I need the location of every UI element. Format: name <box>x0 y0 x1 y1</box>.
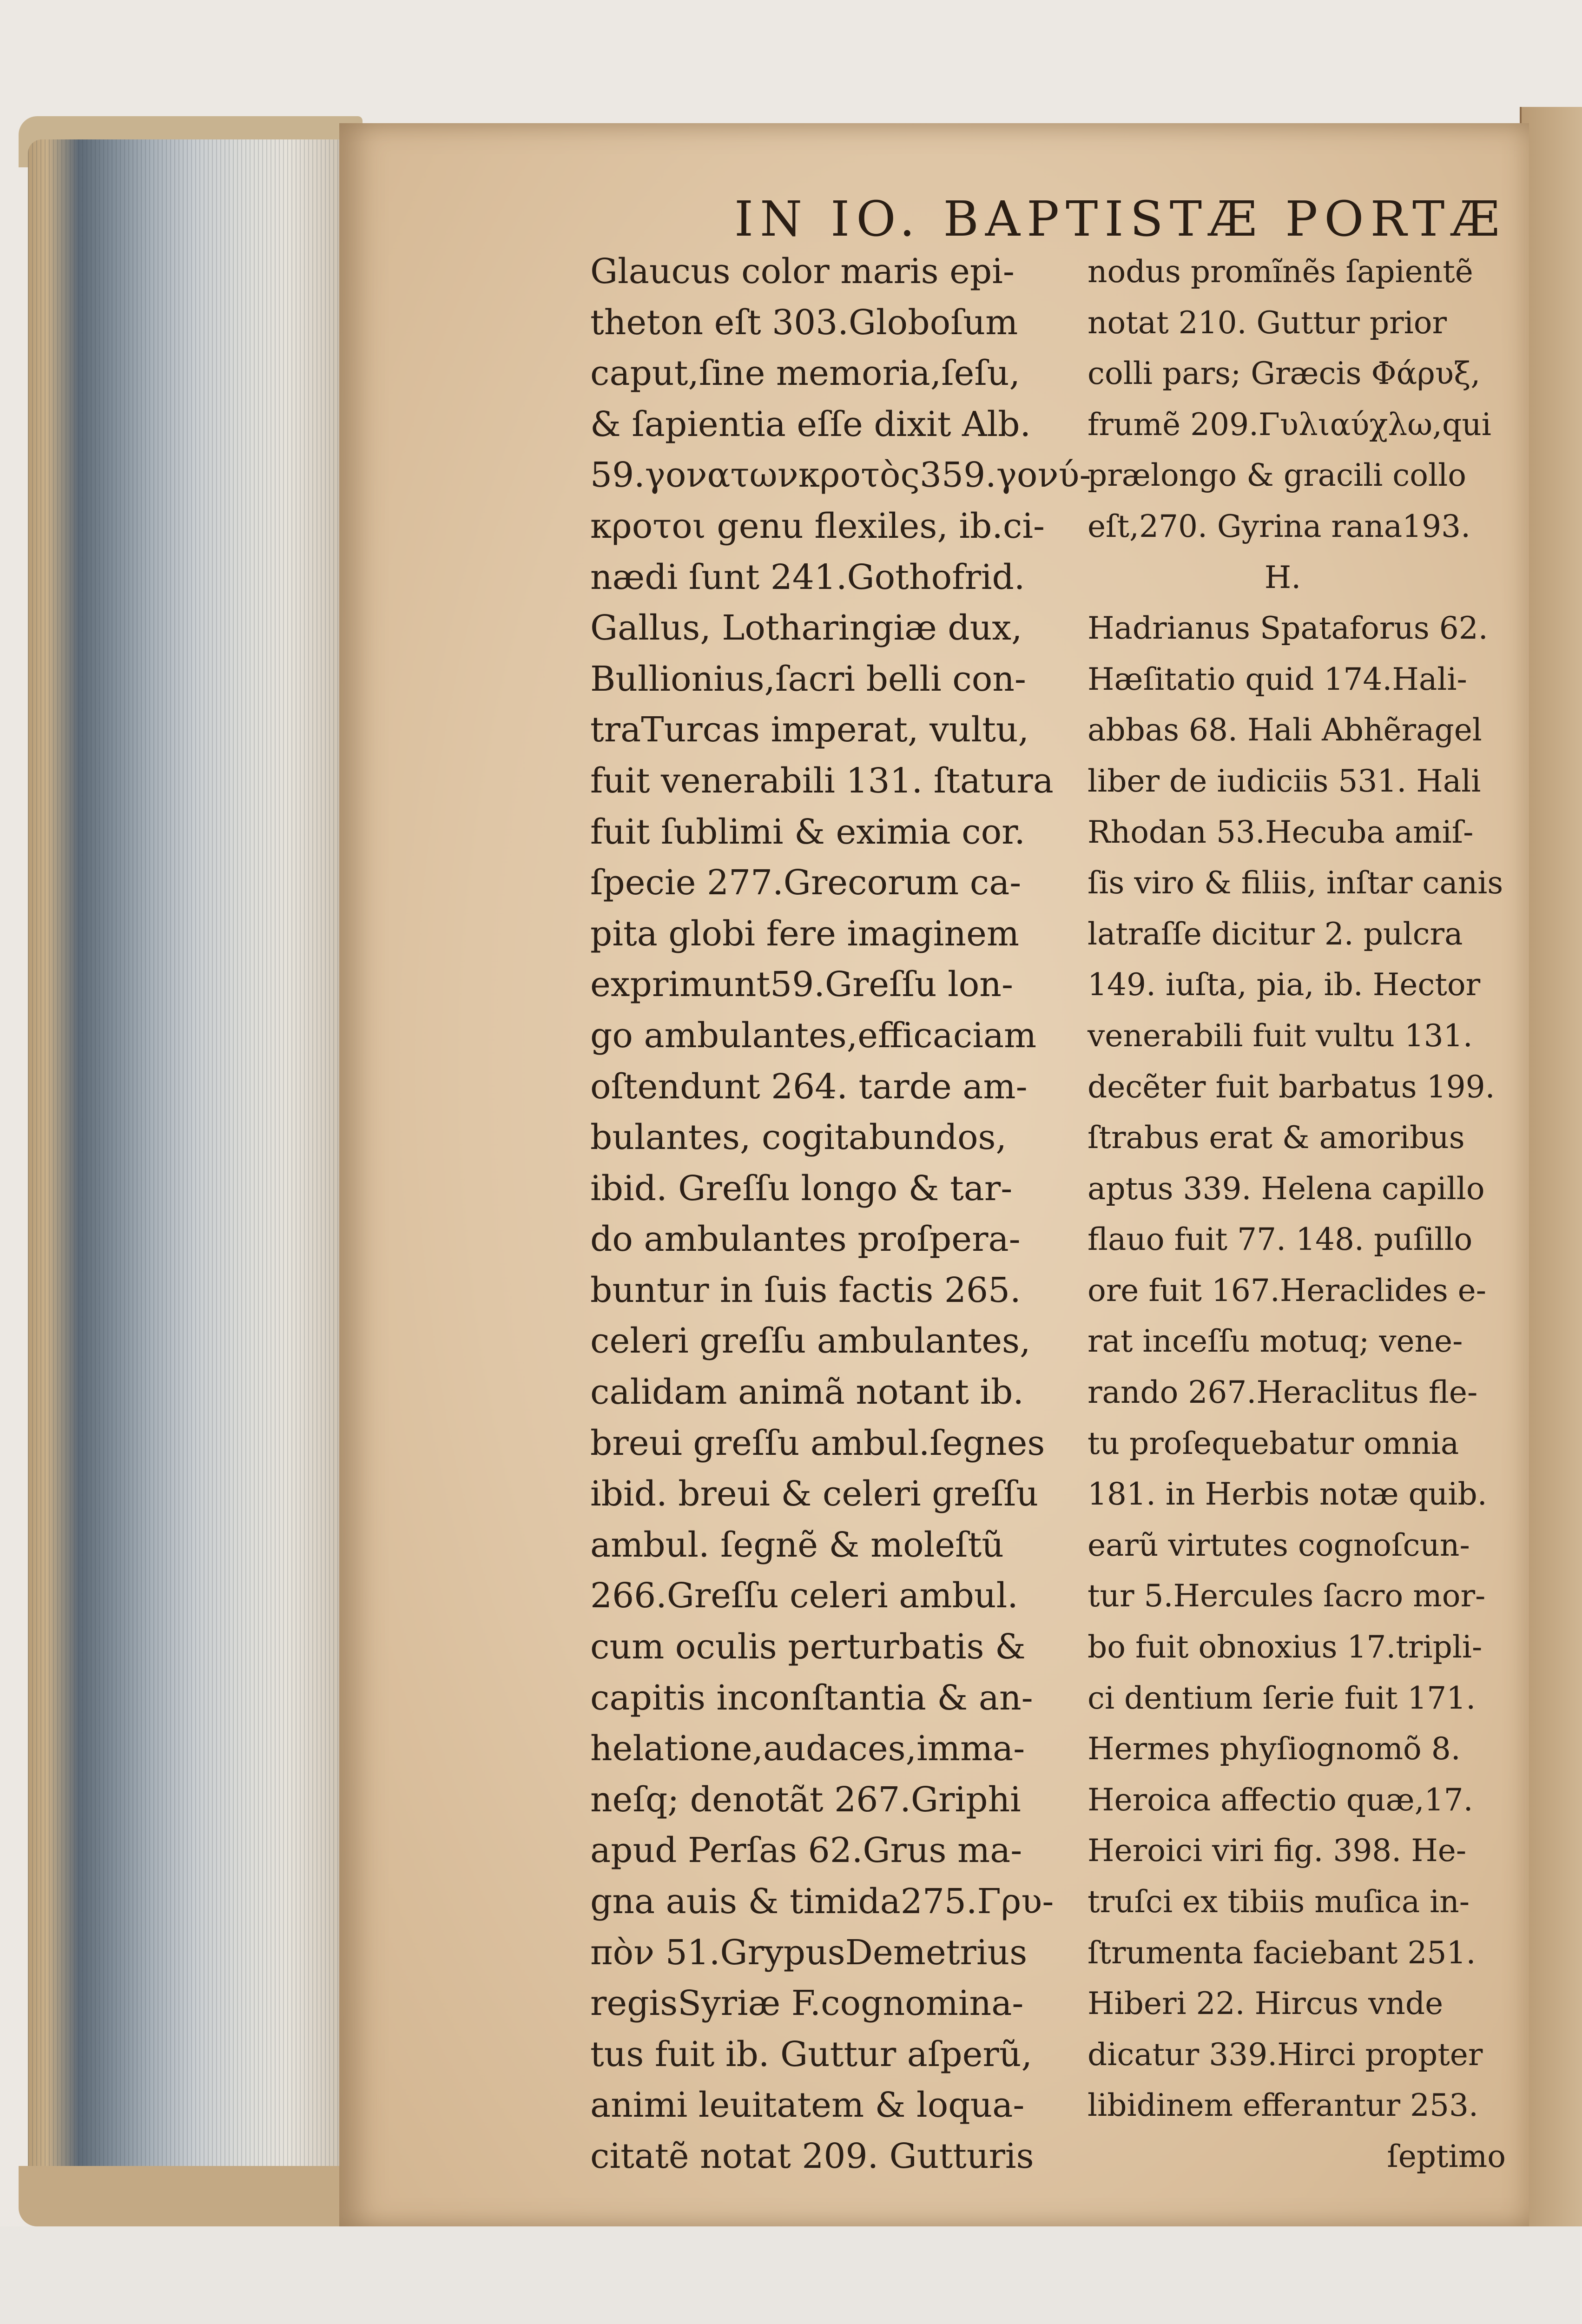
text-line: tu proſequebatur omnia <box>1088 1425 1459 1461</box>
text-line: prælongo & gracili collo <box>1088 457 1466 494</box>
text-line: celeri greſſu ambulantes, <box>590 1321 1031 1361</box>
text-line: venerabili fuit vultu 131. <box>1088 1017 1473 1054</box>
text-line: regisSyriæ F.cognomina- <box>590 1983 1024 2024</box>
text-line: neſq; denotãt 267.Griphi <box>590 1779 1021 1820</box>
text-line: helatione,audaces,imma- <box>590 1729 1025 1769</box>
text-line: latraſſe dicitur 2. pulcra <box>1088 916 1463 952</box>
book-cover-bottom <box>19 2166 363 2226</box>
running-head: IN IO. BAPTISTÆ PORTÆ <box>734 191 1506 247</box>
text-line: Hadrianus Spataforus 62. <box>1088 610 1488 647</box>
text-line: animi leuitatem & loqua- <box>590 2085 1025 2126</box>
facing-page-edge <box>1520 107 1582 2226</box>
text-line: flauo fuit 77. 148. puſillo <box>1088 1221 1473 1258</box>
text-line: ibid. Greſſu longo & tar- <box>590 1168 1013 1208</box>
background-surface <box>0 2226 1580 2324</box>
text-line: traTurcas imperat, vultu, <box>590 710 1029 750</box>
text-line: cum oculis perturbatis & <box>590 1627 1026 1667</box>
text-line: 266.Greſſu celeri ambul. <box>590 1576 1018 1616</box>
text-line: H. <box>1264 559 1301 595</box>
text-line: caput,ſine memoria,ſeſu, <box>590 353 1020 394</box>
text-line: theton eſt 303.Globoſum <box>590 302 1018 343</box>
text-line: citatẽ notat 209. Gutturis <box>590 2136 1034 2176</box>
text-line: tus fuit ib. Guttur aſperũ, <box>590 2034 1032 2074</box>
text-line: liber de iudiciis 531. Hali <box>1088 763 1481 799</box>
text-line: Heroici viri fig. 398. He- <box>1088 1833 1467 1869</box>
text-line: go ambulantes,efficaciam <box>590 1015 1037 1056</box>
text-line: nodus promĩnẽs ſapientẽ <box>1088 254 1473 290</box>
text-line: Gallus, Lotharingiæ dux, <box>590 608 1022 648</box>
text-line: Heroica affectio quæ,17. <box>1088 1782 1473 1818</box>
text-line: gna auis & timida275.Γρυ- <box>590 1882 1054 1921</box>
text-line: abbas 68. Hali Abhẽragel <box>1088 712 1482 748</box>
text-line: bulantes, cogitabundos, <box>590 1117 1007 1158</box>
book-page-edges <box>28 139 353 2194</box>
text-line: rando 267.Heraclitus fle- <box>1088 1374 1478 1411</box>
text-line: 149. iuſta, pia, ib. Hector <box>1088 967 1481 1003</box>
text-line: tur 5.Hercules ſacro mor- <box>1088 1578 1486 1614</box>
text-line: rat inceſſu motuq; vene- <box>1088 1323 1463 1360</box>
text-line: ſtrumenta faciebant 251. <box>1088 1934 1476 1971</box>
text-line: earũ virtutes cognoſcun- <box>1088 1527 1470 1563</box>
text-line: Hæſitatio quid 174.Hali- <box>1088 661 1467 697</box>
left-column <box>590 246 1091 2182</box>
text-line: fuit venerabili 131. ſtatura <box>590 760 1054 801</box>
text-line: Bullionius,ſacri belli con- <box>590 659 1026 699</box>
text-line: ſtrabus erat & amoribus <box>1088 1120 1465 1156</box>
text-line: ore fuit 167.Heraclides e- <box>1088 1272 1487 1308</box>
text-line: libidinem efferantur 253. <box>1088 2087 1478 2124</box>
text-line: colli pars; Græcis Φάρυξ, <box>1088 356 1481 392</box>
text-line: truſci ex tibiis muſica in- <box>1088 1884 1470 1920</box>
text-line: capitis inconſtantia & an- <box>590 1677 1033 1718</box>
text-line: Glaucus color maris epi- <box>590 251 1015 291</box>
text-line: πὸν 51.GrypusDemetrius <box>590 1932 1028 1973</box>
text-line: oſtendunt 264. tarde am- <box>590 1066 1028 1107</box>
text-line: notat 210. Guttur prior <box>1088 304 1447 341</box>
text-line: nædi ſunt 241.Gothofrid. <box>590 557 1025 597</box>
text-line: exprimunt59.Greſſu lon- <box>590 964 1013 1005</box>
text-line: Hermes phyſiognomõ 8. <box>1088 1731 1461 1767</box>
text-line: buntur in ſuis factis 265. <box>590 1270 1021 1310</box>
text-line: eſt,270. Gyrina rana193. <box>1088 508 1471 544</box>
text-line: apud Perſas 62.Grus ma- <box>590 1830 1022 1871</box>
text-line: pita globi fere imaginem <box>590 913 1020 954</box>
right-column <box>1088 246 1506 2182</box>
text-line: bo fuit obnoxius 17.tripli- <box>1088 1629 1483 1665</box>
text-line: ſpecie 277.Grecorum ca- <box>590 863 1022 903</box>
text-line: breui greſſu ambul.ſegnes <box>590 1423 1045 1463</box>
text-line: 181. in Herbis notæ quib. <box>1088 1476 1487 1512</box>
text-line: do ambulantes proſpera- <box>590 1219 1021 1260</box>
text-line: calidam animã notant ib. <box>590 1372 1024 1413</box>
text-line: dicatur 339.Hirci propter <box>1088 2036 1483 2073</box>
text-line: frumẽ 209.Γυλιαύχλω,qui <box>1088 406 1491 442</box>
text-line: Rhodan 53.Hecuba amiſ- <box>1088 814 1474 850</box>
text-line: 59.γονατωνκροτὸς359.γονύ- <box>590 455 1091 495</box>
text-line: & ſapientia eſſe dixit Alb. <box>590 404 1031 444</box>
text-line: aptus 339. Helena capillo <box>1088 1170 1485 1207</box>
text-line: κροτοι genu flexiles, ib.ci- <box>590 506 1045 546</box>
text-line: fuit ſublimi & eximia cor. <box>590 812 1025 852</box>
text-line: ſeptimo <box>1387 2138 1506 2174</box>
text-line: ambul. ſegnẽ & moleſtũ <box>590 1525 1004 1565</box>
text-line: Hiberi 22. Hircus vnde <box>1088 1986 1444 2022</box>
text-line: ci dentium ſerie fuit 171. <box>1088 1680 1476 1716</box>
text-line: ſis viro & filiis, inſtar canis <box>1088 865 1503 901</box>
text-line: decẽter fuit barbatus 199. <box>1088 1069 1495 1105</box>
text-line: ibid. breui & celeri greſſu <box>590 1474 1039 1514</box>
